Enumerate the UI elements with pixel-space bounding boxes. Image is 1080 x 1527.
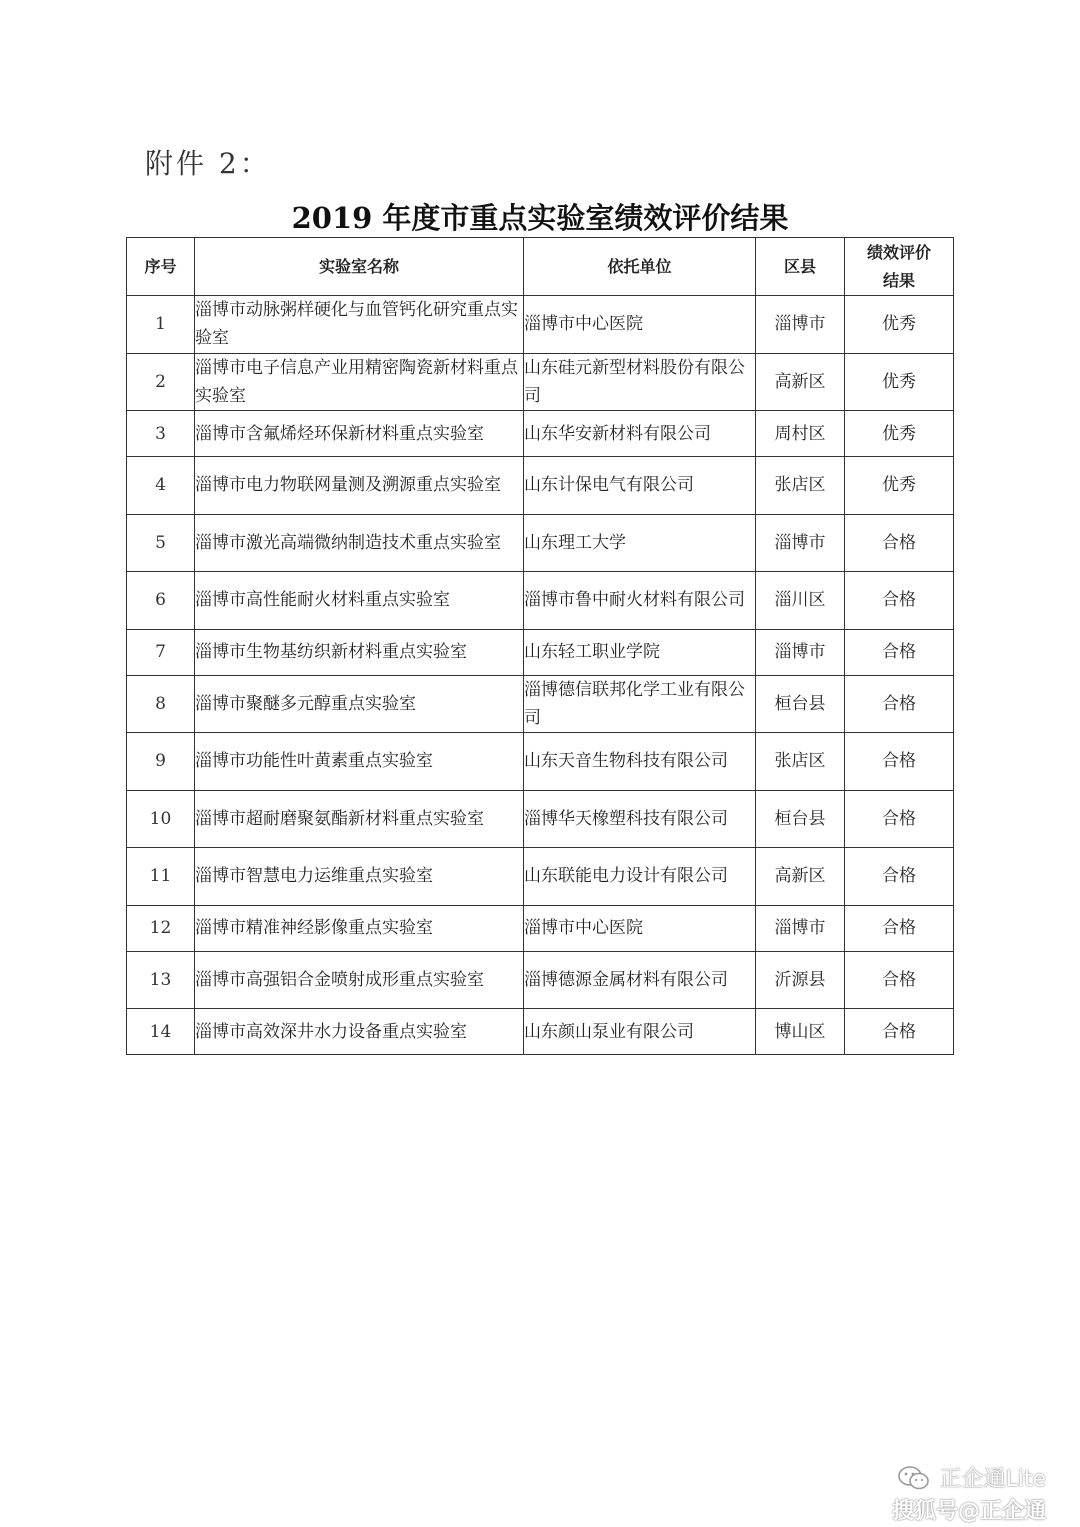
cell-result: 合格 [845,629,954,675]
cell-unit: 山东理工大学 [524,514,756,572]
cell-unit: 山东联能电力设计有限公司 [524,848,756,906]
cell-unit: 淄博市鲁中耐火材料有限公司 [524,572,756,630]
cell-unit: 山东华安新材料有限公司 [524,411,756,457]
table-header-row [127,238,954,296]
table-row [127,572,954,630]
attachment-label: 附件 2： [145,147,271,180]
document-title: 2019 年度市重点实验室绩效评价结果 [291,201,789,235]
cell-no: 9 [127,733,195,791]
cell-name: 淄博市超耐磨聚氨酯新材料重点实验室 [195,790,524,848]
table-row [127,905,954,951]
table-row [127,514,954,572]
cell-no: 11 [127,848,195,906]
table-row [127,790,954,848]
cell-area: 淄博市 [756,296,845,354]
cell-unit: 淄博华天橡塑科技有限公司 [524,790,756,848]
table-row [127,951,954,1009]
cell-result: 优秀 [845,411,954,457]
cell-area: 高新区 [756,848,845,906]
cell-result: 优秀 [845,296,954,354]
cell-unit: 淄博德信联邦化学工业有限公司 [524,675,756,733]
cell-area: 淄博市 [756,629,845,675]
cell-name: 淄博市生物基纺织新材料重点实验室 [195,629,524,675]
cell-no: 4 [127,457,195,515]
header-result-line1: 绩效评价 [866,242,931,262]
table-row [127,675,954,733]
table-row [127,296,954,354]
cell-unit: 山东硅元新型材料股份有限公司 [524,353,756,411]
cell-name: 淄博市电力物联网量测及溯源重点实验室 [195,457,524,515]
cell-unit: 淄博市中心医院 [524,296,756,354]
header-unit: 依托单位 [524,238,756,296]
watermark-account [897,1462,1046,1493]
cell-area: 淄川区 [756,572,845,630]
cell-name: 淄博市含氟烯烃环保新材料重点实验室 [195,411,524,457]
cell-unit: 淄博市中心医院 [524,905,756,951]
cell-area: 张店区 [756,457,845,515]
cell-no: 13 [127,951,195,1009]
cell-name: 淄博市功能性叶黄素重点实验室 [195,733,524,791]
cell-area: 淄博市 [756,905,845,951]
cell-no: 7 [127,629,195,675]
cell-unit: 山东计保电气有限公司 [524,457,756,515]
watermark-line2: 搜狐号@正企通 [891,1499,1046,1524]
cell-name: 淄博市高效深井水力设备重点实验室 [195,1009,524,1055]
header-result [845,238,954,296]
cell-no: 5 [127,514,195,572]
cell-name: 淄博市高性能耐火材料重点实验室 [195,572,524,630]
cell-area: 桓台县 [756,675,845,733]
cell-name: 淄博市动脉粥样硬化与血管钙化研究重点实验室 [195,296,524,354]
cell-area: 桓台县 [756,790,845,848]
cell-area: 高新区 [756,353,845,411]
cell-name: 淄博市激光高端微纳制造技术重点实验室 [195,514,524,572]
cell-no: 1 [127,296,195,354]
cell-name: 淄博市智慧电力运维重点实验室 [195,848,524,906]
cell-result: 优秀 [845,457,954,515]
cell-result: 合格 [845,951,954,1009]
cell-no: 14 [127,1009,195,1055]
cell-result: 合格 [845,675,954,733]
cell-area: 周村区 [756,411,845,457]
evaluation-results-table [126,237,954,1055]
cell-area: 博山区 [756,1009,845,1055]
cell-unit: 山东轻工职业学院 [524,629,756,675]
table-row [127,733,954,791]
table-row [127,1009,954,1055]
header-name: 实验室名称 [195,238,524,296]
cell-result: 合格 [845,514,954,572]
wechat-icon [897,1465,931,1491]
cell-area: 沂源县 [756,951,845,1009]
cell-area: 张店区 [756,733,845,791]
cell-no: 12 [127,905,195,951]
cell-no: 10 [127,790,195,848]
cell-unit: 山东天音生物科技有限公司 [524,733,756,791]
cell-name: 淄博市聚醚多元醇重点实验室 [195,675,524,733]
cell-result: 合格 [845,572,954,630]
cell-no: 6 [127,572,195,630]
header-result-line2: 结果 [882,270,915,290]
cell-name: 淄博市高强铝合金喷射成形重点实验室 [195,951,524,1009]
header-area: 区县 [756,238,845,296]
header-no: 序号 [127,238,195,296]
table-row [127,411,954,457]
cell-result: 合格 [845,733,954,791]
cell-result: 优秀 [845,353,954,411]
cell-result: 合格 [845,1009,954,1055]
cell-unit: 淄博德源金属材料有限公司 [524,951,756,1009]
cell-result: 合格 [845,790,954,848]
watermark-line1: 正企通Lite [939,1467,1046,1492]
table-row [127,848,954,906]
cell-unit: 山东颜山泵业有限公司 [524,1009,756,1055]
cell-name: 淄博市电子信息产业用精密陶瓷新材料重点实验室 [195,353,524,411]
cell-no: 3 [127,411,195,457]
cell-no: 8 [127,675,195,733]
cell-no: 2 [127,353,195,411]
table-row [127,457,954,515]
cell-result: 合格 [845,848,954,906]
cell-name: 淄博市精准神经影像重点实验室 [195,905,524,951]
table-row [127,353,954,411]
cell-result: 合格 [845,905,954,951]
cell-area: 淄博市 [756,514,845,572]
table-row [127,629,954,675]
